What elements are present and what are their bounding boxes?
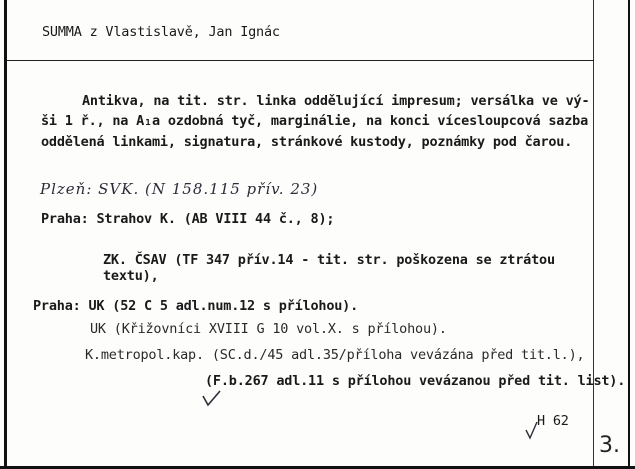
holding-metropolitan-chapter-fb: (F.b.267 adl.11 s přílohou vevázanou před tit. list).: [205, 373, 626, 389]
card-left-edge: [4, 0, 7, 469]
description-line-1: Antikva, na tit. str. linka oddělující impresum; versálka ve vý-: [82, 93, 590, 109]
card-title: SUMMA z Vlastislavě, Jan Ignác: [42, 24, 280, 40]
holding-zk-csav-line-1: ZK. ČSAV (TF 347 přív.14 - tit. str. poškozena se ztrátou: [103, 252, 555, 268]
handwritten-location-note: Plzeň: SVK. (N 158.115 přív. 23): [40, 180, 319, 198]
page-number: 3.: [599, 433, 620, 458]
card-right-margin-line: [593, 0, 594, 469]
holding-zk-csav-line-2: textu),: [103, 268, 159, 284]
shelf-code: H 62: [537, 413, 569, 429]
holding-metropolitan-chapter: K.metropol.kap. (SC.d./45 adl.35/příloha vevázána před tit.l.),: [85, 347, 585, 363]
holding-uk-krizovnici: UK (Křižovníci XVIII G 10 vol.X. s přílohou).: [90, 321, 447, 337]
holding-praha-uk: Praha: UK (52 C 5 adl.num.12 s přílohou).: [33, 298, 359, 314]
holding-praha-strahov: Praha: Strahov K. (AB VIII 44 č., 8);: [41, 211, 335, 227]
description-line-2: ši 1 ř., na A₁a ozdobná tyč, marginálie, na konci vícesloupcová sazba: [41, 113, 589, 129]
description-line-3: oddělená linkami, signatura, stránkové kustody, poznámky pod čarou.: [41, 134, 573, 150]
header-divider: [6, 60, 594, 61]
handwritten-check-mark: [200, 388, 224, 408]
card-right-edge: [628, 0, 630, 469]
